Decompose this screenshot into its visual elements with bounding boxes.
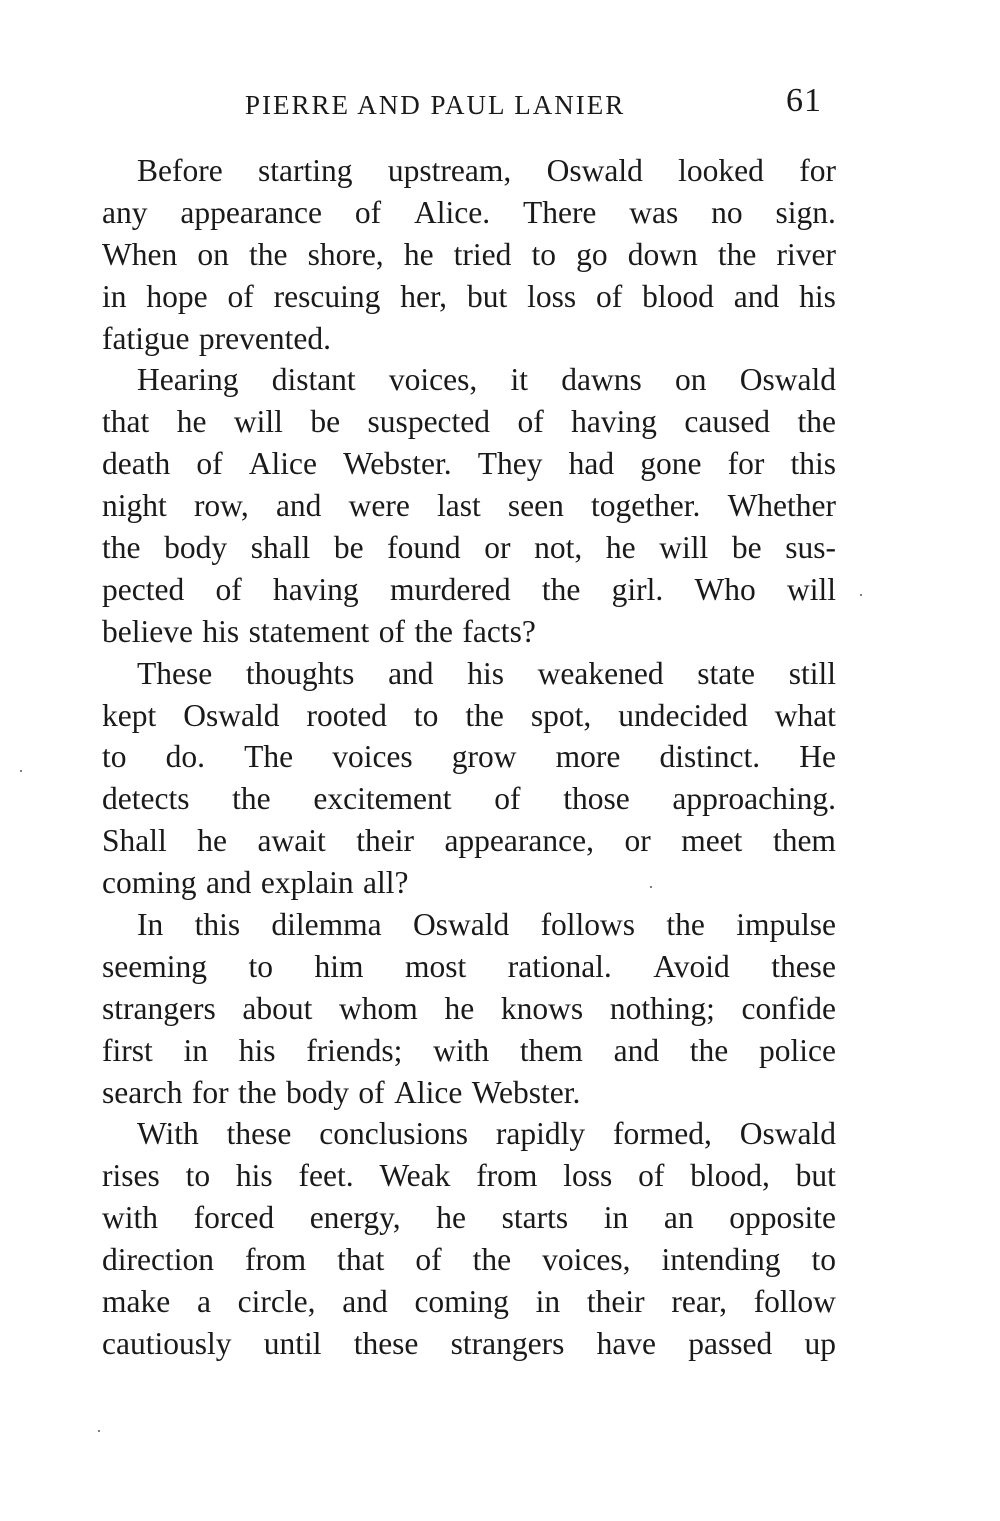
text-line: make a circle, and coming in their rear, follow	[102, 1284, 836, 1320]
body-text	[102, 150, 836, 1365]
text-line: Before starting upstream, Oswald looked for	[137, 153, 836, 188]
text-line: rises to his feet. Weak from loss of blood, but	[102, 1158, 836, 1194]
text-line: coming and explain all?	[102, 865, 409, 901]
text-line: kept Oswald rooted to the spot, undecided what	[102, 697, 836, 733]
paragraph	[102, 1113, 836, 1364]
text-line: detects the excitement of those approaching.	[102, 781, 836, 817]
running-title: PIERRE AND PAUL LANIER	[245, 90, 626, 120]
text-line: the body shall be found or not, he will be sus-	[102, 530, 836, 566]
text-line: cautiously until these strangers have passed up	[102, 1325, 836, 1361]
text-line: night row, and were last seen together. Whether	[102, 488, 836, 524]
text-line: pected of having murdered the girl. Who will	[102, 571, 836, 607]
text-line: fatigue prevented.	[102, 320, 331, 356]
text-line: When on the shore, he tried to go down the river	[102, 236, 836, 272]
text-line: to do. The voices grow more distinct. He	[102, 739, 836, 775]
text-line: These thoughts and his weakened state still	[137, 655, 836, 691]
text-line: Shall he await their appearance, or meet them	[102, 823, 836, 859]
paragraph	[102, 150, 836, 359]
text-line: Hearing distant voices, it dawns on Oswald	[137, 362, 836, 398]
text-line: direction from that of the voices, intending to	[102, 1242, 836, 1278]
text-line: death of Alice Webster. They had gone for this	[102, 446, 836, 482]
scan-speck	[650, 886, 652, 888]
text-line: With these conclusions rapidly formed, Oswald	[137, 1116, 836, 1152]
scan-speck	[20, 770, 22, 772]
text-line: that he will be suspected of having caused the	[102, 404, 836, 440]
scan-speck	[98, 1430, 100, 1432]
page-number: 61	[786, 82, 822, 119]
scan-speck	[860, 594, 862, 596]
text-line: any appearance of Alice. There was no sign.	[102, 194, 836, 230]
text-line: In this dilemma Oswald follows the impulse	[137, 907, 836, 943]
text-line: search for the body of Alice Webster.	[102, 1074, 581, 1110]
text-line: with forced energy, he starts in an opposite	[102, 1200, 836, 1236]
text-line: first in his friends; with them and the police	[102, 1032, 836, 1068]
text-line: believe his statement of the facts?	[102, 613, 536, 649]
paragraph	[102, 904, 836, 1113]
paragraph	[102, 359, 836, 652]
text-line: strangers about whom he knows nothing; confide	[102, 990, 836, 1026]
text-line: in hope of rescuing her, but loss of blood and his	[102, 278, 836, 314]
text-line: seeming to him most rational. Avoid these	[102, 948, 836, 984]
paragraph	[102, 653, 836, 904]
